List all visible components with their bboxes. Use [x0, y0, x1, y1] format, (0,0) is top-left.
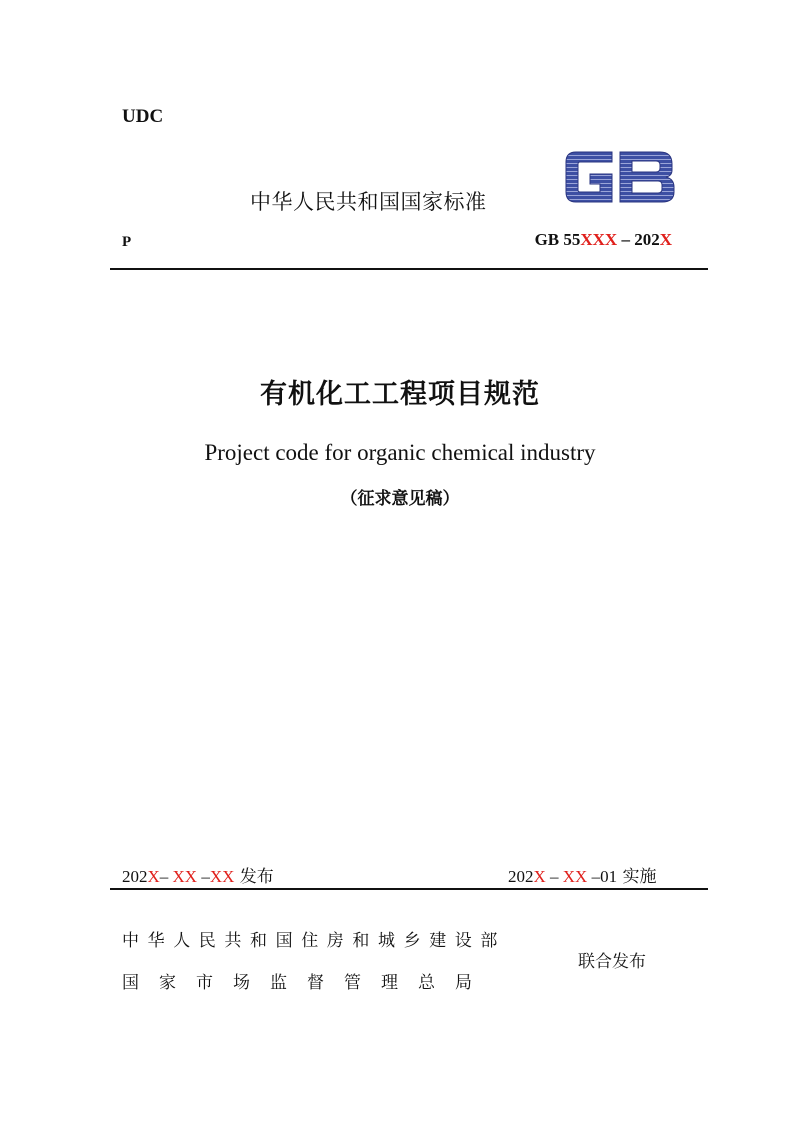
document-title-chinese: 有机化工工程项目规范	[260, 379, 540, 410]
standard-number: GB 55XXX – 202X	[534, 230, 672, 249]
udc-label: UDC	[122, 106, 164, 127]
issuer-market-regulation: 国家市场监督管理总局	[122, 973, 492, 993]
implementation-date: 202X – XX –01 实施	[508, 867, 657, 887]
standard-type-title: 中华人民共和国国家标准	[250, 190, 487, 214]
joint-issue-label: 联合发布	[578, 952, 646, 972]
issue-date: 202X– XX –XX 发布	[122, 867, 274, 887]
classification-code: P	[122, 234, 132, 250]
bottom-divider	[110, 888, 708, 890]
logo-letter-g	[566, 152, 612, 202]
document-title-english: Project code for organic chemical industry	[204, 440, 596, 465]
top-divider	[110, 268, 708, 270]
draft-label: （征求意见稿）	[340, 489, 460, 509]
issuer-ministry-housing: 中华人民共和国住房和城乡建设部	[122, 931, 506, 951]
gb-logo	[562, 144, 678, 210]
logo-letter-b	[620, 152, 674, 202]
